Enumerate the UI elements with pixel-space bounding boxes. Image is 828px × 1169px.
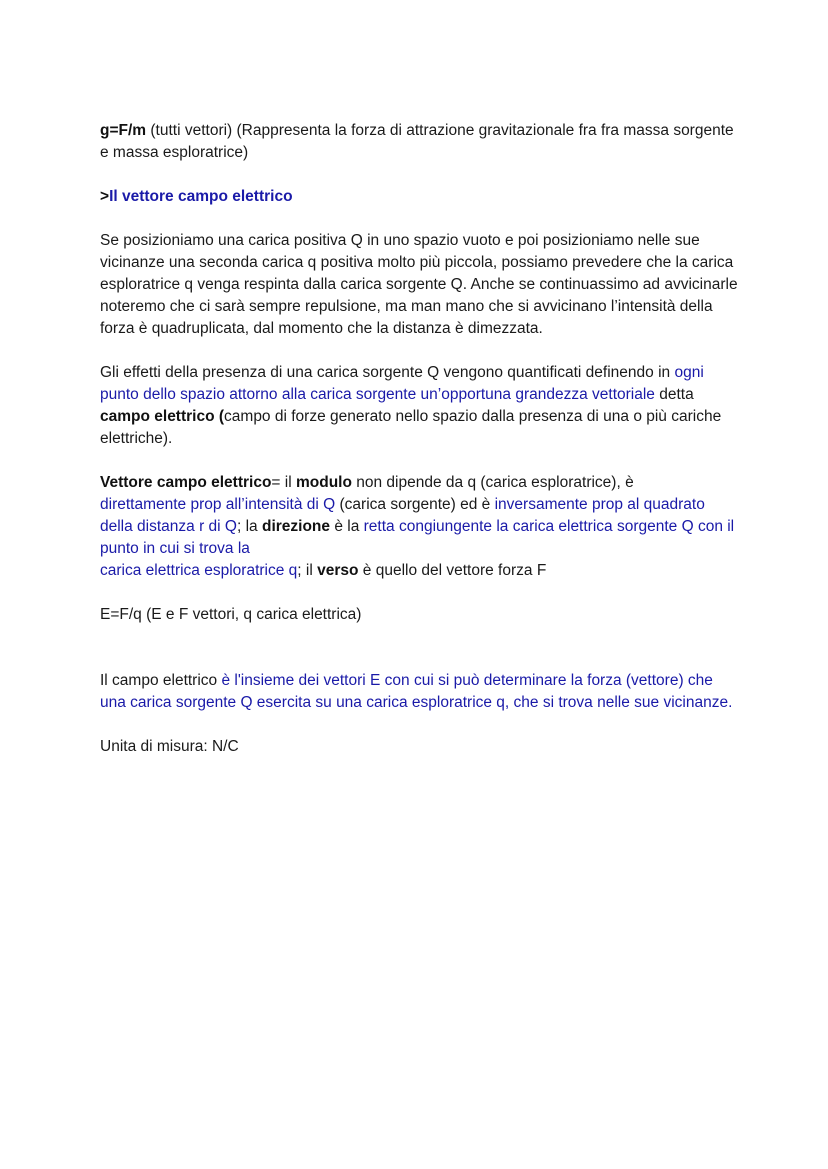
- paragraph-repulsion: Se posizioniamo una carica positiva Q in uno spazio vuoto e poi posizioniamo nelle sue vicinanze una seconda carica q positiva molto più piccola, possiamo prevedere che la carica esploratrice q venga respinta dalla carica sorgente Q. Anche se continuassimo ad avvicinarle noteremo che ci sarà sempre repulsione, ma man mano che si avvicinano l’intensità della forza è quadruplicata, dal momento che la distanza è dimezzata.: [100, 232, 738, 337]
- heading-prefix: >: [100, 188, 110, 205]
- section-heading: [100, 186, 740, 208]
- heading-text: Il vettore campo elettrico: [109, 188, 293, 205]
- def-text-10: è la: [330, 518, 364, 535]
- def-text-4: non dipende da q (carica esploratrice), è: [351, 474, 634, 491]
- def-text-13: ; il: [297, 562, 318, 579]
- def-direction-line: retta congiungente la carica elettrica sorgente Q con il punto in cui si trova la: [100, 518, 735, 557]
- gravity-description: (tutti vettori) (Rappresenta la forza di attrazione gravitazionale fra fra massa sorgente e massa esploratrice): [100, 122, 734, 161]
- effects-text-a: Gli effetti della presenza di una carica sorgente Q vengono quantificati definendo in: [100, 364, 675, 381]
- term-modulo: modulo: [295, 474, 352, 491]
- paragraph-effects: [100, 362, 740, 450]
- document-page: [100, 120, 740, 780]
- effects-text-e: campo di forze generato nello spazio dalla presenza di una o più cariche elettriche).: [100, 408, 722, 447]
- term-vettore-campo: Vettore campo elettrico: [100, 474, 272, 491]
- effects-text-c: detta: [654, 386, 694, 403]
- term-verso: verso: [317, 562, 359, 579]
- effects-term-campo: campo elettrico (: [100, 408, 225, 425]
- paragraph-vector-definition: [100, 472, 740, 582]
- unit-of-measure: Unita di misura: N/C: [100, 738, 239, 755]
- formula-electric-field: E=F/q (E e F vettori, q carica elettrica): [100, 606, 362, 623]
- field-def-text-a: Il campo elettrico: [100, 672, 222, 689]
- def-text-8: ; la: [237, 518, 262, 535]
- def-explorer-charge: carica elettrica esploratrice q: [100, 562, 298, 579]
- def-direct-prop: direttamente prop all’intensità di Q: [100, 496, 336, 513]
- field-def-text-blue: è l'insieme dei vettori E con cui si può determinare la forza (vettore) che una carica sorgente Q esercita su una carica esploratrice q, che si trova nelle sue vicinanze.: [100, 672, 733, 711]
- def-inverse-prop: inversamente prop al quadrato della distanza r di Q: [100, 496, 705, 535]
- paragraph-gravity-field: [100, 120, 740, 164]
- def-text-2: = il: [271, 474, 296, 491]
- formula-g: g=F/m: [100, 122, 147, 139]
- def-text-15: è quello del vettore forza F: [358, 562, 547, 579]
- term-direzione: direzione: [261, 518, 331, 535]
- paragraph-field-definition: [100, 670, 740, 714]
- effects-text-blue: ogni punto dello spazio attorno alla carica sorgente un’opportuna grandezza vettoriale: [100, 364, 704, 403]
- def-text-6: (carica sorgente) ed è: [335, 496, 495, 513]
